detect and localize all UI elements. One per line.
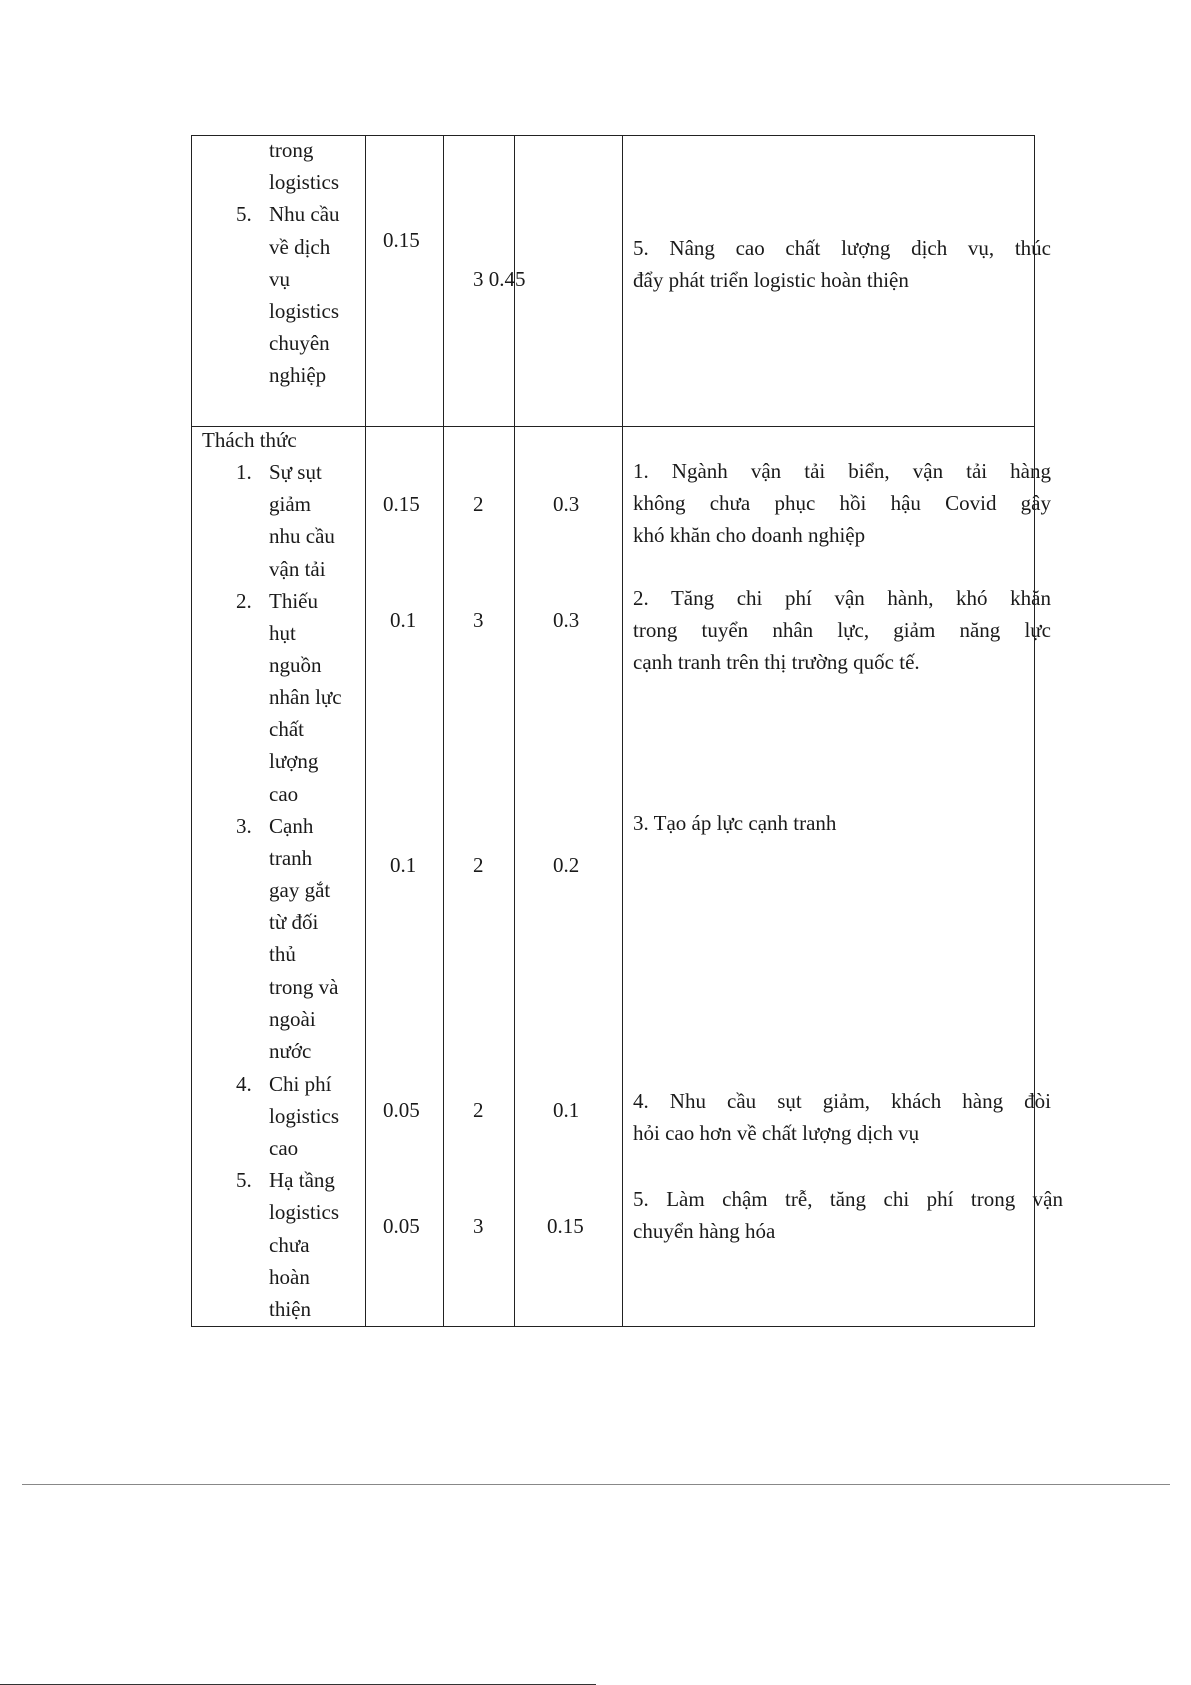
description-line: cạnh tranh trên thị trường quốc tế. [633, 650, 920, 674]
weight-value: 0.1 [390, 608, 417, 632]
factor-line: tranh [269, 846, 313, 870]
item-number: 2. [236, 589, 252, 613]
factor-line: logistics [269, 299, 340, 323]
score-value: 0.1 [553, 1098, 580, 1122]
factor-line: Thiếu [269, 589, 318, 613]
weight-value: 0.05 [383, 1214, 420, 1238]
description-cell [633, 232, 1051, 296]
factor-line: ngoài [269, 1007, 316, 1031]
score-value: 0.3 [553, 608, 580, 632]
rating-score-value: 3 0.45 [473, 267, 526, 291]
factor-line: nguồn [269, 653, 322, 677]
item-number: 5. [236, 202, 252, 226]
description-line: 5. Nâng cao chất lượng dịch vụ, thúc [633, 236, 1051, 260]
rating-value: 2 [473, 853, 484, 877]
factor-line: thủ [269, 942, 296, 966]
factor-line: lượng [269, 749, 319, 773]
factor-line: chất [269, 717, 304, 741]
rating-value: 2 [473, 1098, 484, 1122]
description-line: hỏi cao hơn về chất lượng dịch vụ [633, 1121, 920, 1145]
description-line: chuyển hàng hóa [633, 1219, 776, 1243]
description-line: đẩy phát triển logistic hoàn thiện [633, 268, 909, 292]
factor-line: cao [269, 1136, 299, 1160]
factor-line: logistics [269, 1200, 340, 1224]
description-cell [633, 1085, 1051, 1149]
factor-line: logistics [269, 1104, 340, 1128]
factor-line: chưa [269, 1233, 310, 1257]
description-cell [633, 807, 1051, 839]
rating-value: 2 [473, 492, 484, 516]
factor-line: Nhu cầu [269, 202, 340, 226]
item-number: 5. [236, 1168, 252, 1192]
description-line: 1. Ngành vận tải biển, vận tải hàng [633, 459, 1051, 483]
factor-line: gay gắt [269, 878, 331, 902]
description-cell [633, 582, 1051, 678]
description-line: trong tuyển nhân lực, giảm năng lực [633, 618, 1051, 642]
factor-line: logistics [269, 170, 340, 194]
factor-line: vụ [269, 267, 290, 291]
description-line: 5. Làm chậm trễ, tăng chi phí trong vận [633, 1187, 1063, 1211]
factor-line: vận tải [269, 557, 326, 581]
description-line: khó khăn cho doanh nghiệp [633, 523, 866, 547]
factor-line: từ đối [269, 910, 319, 934]
description-line: 3. Tạo áp lực cạnh tranh [633, 811, 837, 835]
factor-line: Hạ tầng [269, 1168, 335, 1192]
item-number: 4. [236, 1072, 252, 1096]
footer-divider [22, 1484, 1170, 1485]
description-cell [633, 1183, 1063, 1247]
factor-line: Cạnh [269, 814, 314, 838]
factor-line: trong [269, 138, 314, 162]
factor-line: Sự sụt [269, 460, 322, 484]
factor-line: hụt [269, 621, 296, 645]
description-line: 4. Nhu cầu sụt giảm, khách hàng đòi [633, 1089, 1051, 1113]
description-line: không chưa phục hồi hậu Covid gây [633, 491, 1051, 515]
factor-line: nước [269, 1039, 312, 1063]
weight-value: 0.1 [390, 853, 417, 877]
factor-line: giảm [269, 492, 311, 516]
factor-line: Chi phí [269, 1072, 332, 1096]
weight-value: 0.05 [383, 1098, 420, 1122]
factor-line: hoàn [269, 1265, 310, 1289]
weight-value: 0.15 [383, 228, 420, 252]
rating-value: 3 [473, 608, 484, 632]
factor-line: nghiệp [269, 363, 327, 387]
factor-line: nhân lực [269, 685, 342, 709]
factor-line: về dịch [269, 235, 331, 259]
item-number: 1. [236, 460, 252, 484]
item-number: 3. [236, 814, 252, 838]
factor-line: cao [269, 782, 299, 806]
description-line: 2. Tăng chi phí vận hành, khó khăn [633, 586, 1051, 610]
rating-value: 3 [473, 1214, 484, 1238]
factor-line: trong và [269, 975, 339, 999]
weight-value: 0.15 [383, 492, 420, 516]
score-value: 0.2 [553, 853, 580, 877]
factor-line: thiện [269, 1297, 311, 1321]
score-value: 0.3 [553, 492, 580, 516]
section-heading: Thách thức [202, 428, 297, 452]
description-cell [633, 455, 1051, 551]
score-value: 0.15 [547, 1214, 584, 1238]
factor-line: nhu cầu [269, 524, 335, 548]
factor-line: chuyên [269, 331, 330, 355]
